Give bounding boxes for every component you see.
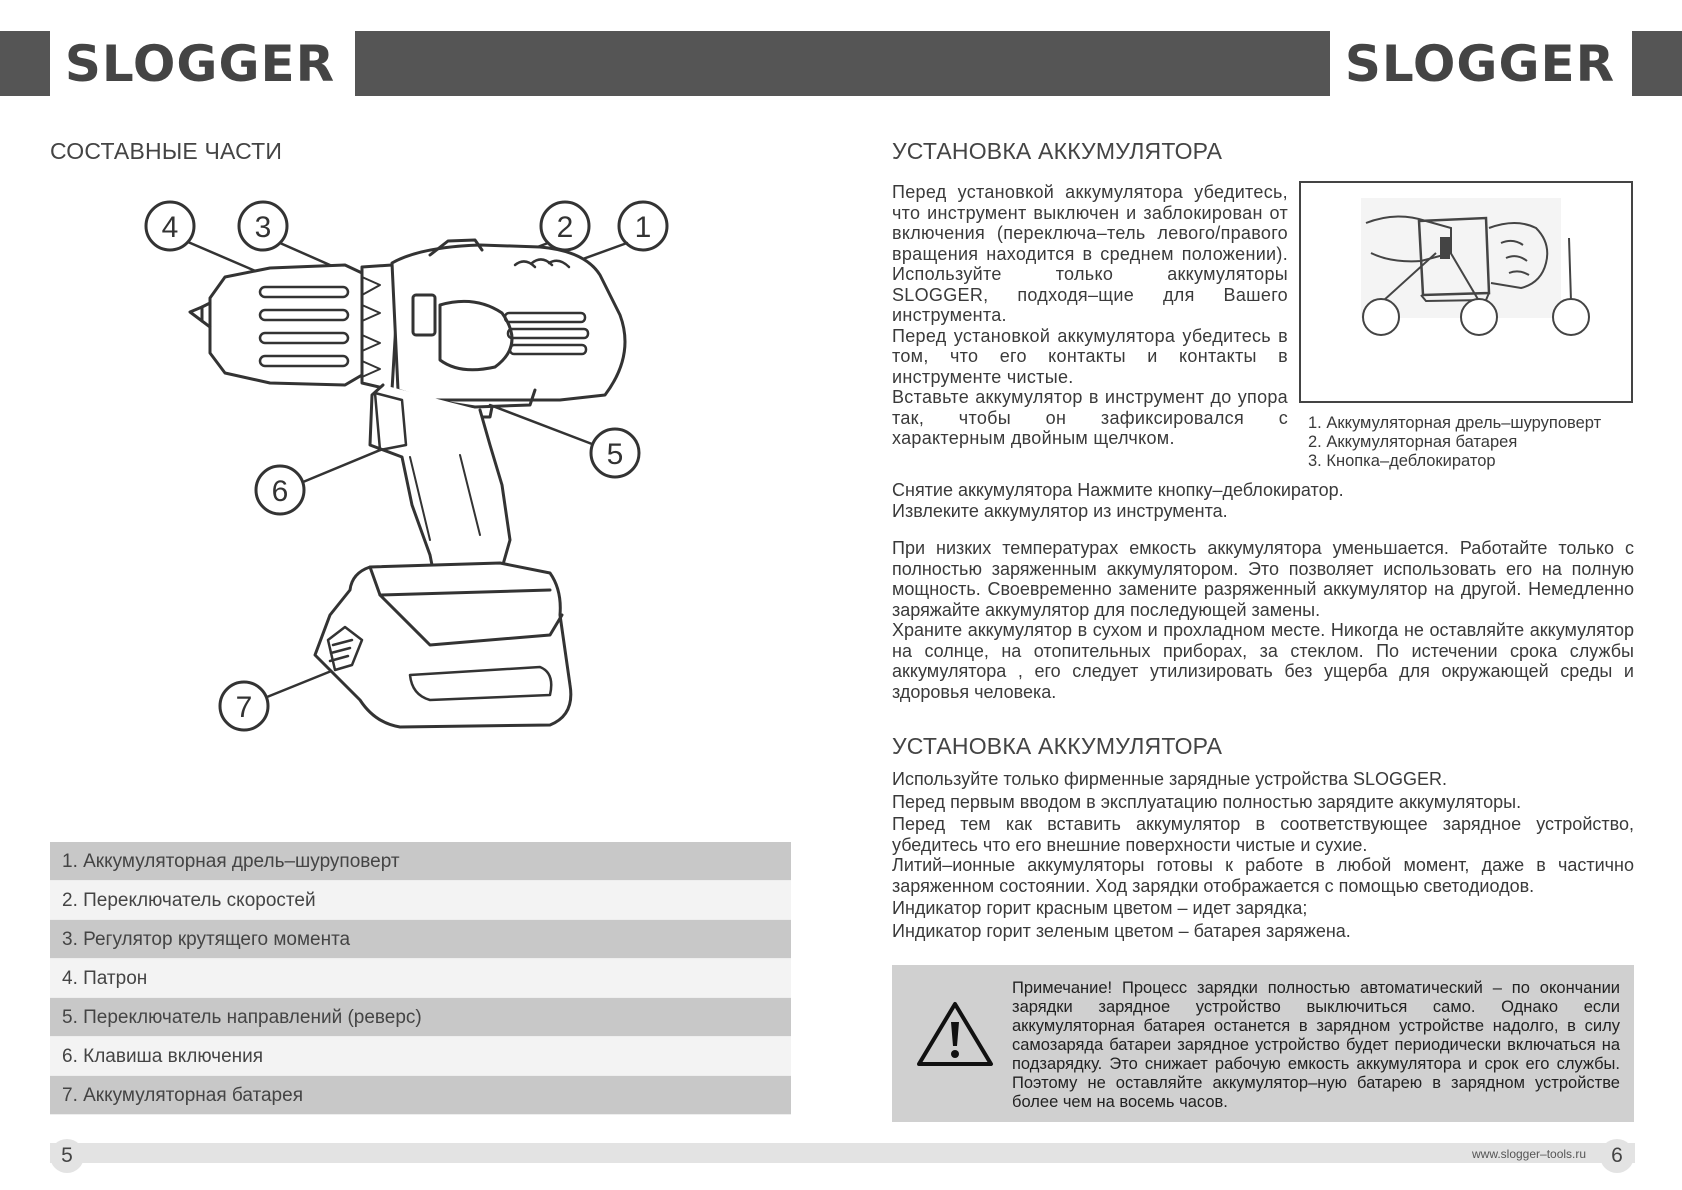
- parts-heading: СОСТАВНЫЕ ЧАСТИ: [50, 138, 283, 164]
- charge-text: [892, 769, 1634, 941]
- legend-item: 2. Аккумуляторная батарея: [1308, 433, 1518, 451]
- header-tab-left: [0, 31, 50, 96]
- install-paragraph-1: Перед установкой аккумулятора убедитесь, что инструмент выключен и заблокирован от включения (переключа–тель левого/правого вращения находится в среднем положении). Используйте только аккумуляторы SLOGGER, подходя–щие для Вашего инструмента.: [892, 182, 1288, 325]
- charge-line-5: Индикатор горит красным цветом – идет зарядка;: [892, 898, 1308, 918]
- cold-paragraph-2: Храните аккумулятор в сухом и прохладном месте. Никогда не оставляйте аккумулятор на солнце, на отопительных приборах, за стеклом. По истечении срока службы аккумулятора , его следует утилизировать без ущерба для окружающей среды и здоровья человека.: [892, 620, 1634, 702]
- charge-line-3: Перед тем как вставить аккумулятор в соответствующее зарядное устройство, убедитесь что его внешние поверхности чистые и сухие.: [892, 814, 1634, 855]
- legend-item: 3. Кнопка–деблокиратор: [1308, 452, 1496, 470]
- svg-text:1: 1: [634, 211, 652, 244]
- drill-illustration: [130, 195, 690, 795]
- drill-body: [190, 240, 625, 727]
- callout-4: [146, 202, 194, 250]
- charge-heading: УСТАНОВКА АККУМУЛЯТОРА: [892, 733, 1223, 759]
- charge-line-6: Индикатор горит зеленым цветом – батарея заряжена.: [892, 920, 1351, 941]
- legend-item: 1. Аккумуляторная дрель–шуруповерт: [1308, 414, 1602, 432]
- page-number-right: 6: [1600, 1139, 1634, 1173]
- brand-logo-right: SLOGGER: [1344, 34, 1616, 93]
- install-paragraph-3: Вставьте аккумулятор в инструмент до упора так, чтобы он зафиксировался с характерным двойным щелчком.: [892, 387, 1288, 448]
- callout-7: [220, 682, 268, 730]
- svg-text:5: 5: [606, 438, 624, 471]
- header-bar: [355, 31, 1330, 96]
- removal-text: [892, 480, 1634, 521]
- svg-text:2: 2: [556, 211, 574, 244]
- parts-row: 7. Аккумуляторная батарея: [50, 1076, 791, 1115]
- svg-text:6: 6: [271, 475, 289, 508]
- svg-text:7: 7: [235, 691, 253, 724]
- install-text: [892, 182, 1288, 449]
- warning-icon: [916, 1000, 994, 1068]
- parts-row: 6. Клавиша включения: [50, 1037, 791, 1076]
- charge-line-1: Используйте только фирменные зарядные устройства SLOGGER.: [892, 769, 1448, 789]
- svg-text:4: 4: [161, 211, 179, 244]
- svg-text:3: 3: [254, 211, 272, 244]
- parts-list: [50, 842, 791, 1115]
- parts-row: 1. Аккумуляторная дрель–шуруповерт: [50, 842, 791, 881]
- removal-line-1: Снятие аккумулятора Нажмите кнопку–деблокиратор.: [892, 480, 1344, 500]
- install-heading: УСТАНОВКА АККУМУЛЯТОРА: [892, 138, 1223, 164]
- note-box: [892, 965, 1634, 1122]
- parts-row: 3. Регулятор крутящего момента: [50, 920, 791, 959]
- callout-6: [256, 466, 304, 514]
- brand-logo-left: SLOGGER: [64, 34, 336, 93]
- header-tab-right: [1632, 31, 1682, 96]
- website-url[interactable]: www.slogger–tools.ru: [1472, 1147, 1587, 1161]
- parts-row: 4. Патрон: [50, 959, 791, 998]
- parts-row: 5. Переключатель направлений (реверс): [50, 998, 791, 1037]
- cold-paragraph-1: При низких температурах емкость аккумулятора уменьшается. Работайте только с полностью заряженным аккумулятором. Это позволяет использовать его на полную мощность. Своевременно замените разряженный аккумулятор на другой. Немедленно заряжайте аккумулятор для последующей замены.: [892, 538, 1634, 620]
- figure-legend: [1308, 414, 1601, 471]
- footer-bar: [50, 1143, 1635, 1163]
- charge-line-4: Литий–ионные аккумуляторы готовы к работе в любой момент, даже в частично заряженном состоянии. Ход зарядки отображается с помощью светодиодов.: [892, 855, 1634, 896]
- battery-install-illustration: [1301, 183, 1631, 401]
- cold-text: [892, 538, 1634, 702]
- battery-install-figure: [1299, 181, 1633, 403]
- install-paragraph-2: Перед установкой аккумулятора убедитесь в том, что его контакты и контакты в инструменте чистые.: [892, 325, 1288, 387]
- callout-5: [591, 429, 639, 477]
- charge-line-2: Перед первым вводом в эксплуатацию полностью зарядите аккумуляторы.: [892, 791, 1522, 812]
- parts-row: 2. Переключатель скоростей: [50, 881, 791, 920]
- page-number-left: 5: [50, 1139, 84, 1173]
- removal-line-2: Извлеките аккумулятор из инструмента.: [892, 500, 1228, 521]
- note-text: Примечание! Процесс зарядки полностью автоматический – по окончании зарядки зарядное устройство выключиться само. Однако если аккумуляторная батарея останется в зарядном устройстве надолго, в силу самозаряда батареи зарядное устройство будет периодически включаться на подзарядку. Это снижает рабочую емкость аккумулятора и срок его службы. Поэтому не оставляйте аккумулятор–ную батарею в зарядном устройстве более чем на восемь часов.: [1012, 979, 1620, 1111]
